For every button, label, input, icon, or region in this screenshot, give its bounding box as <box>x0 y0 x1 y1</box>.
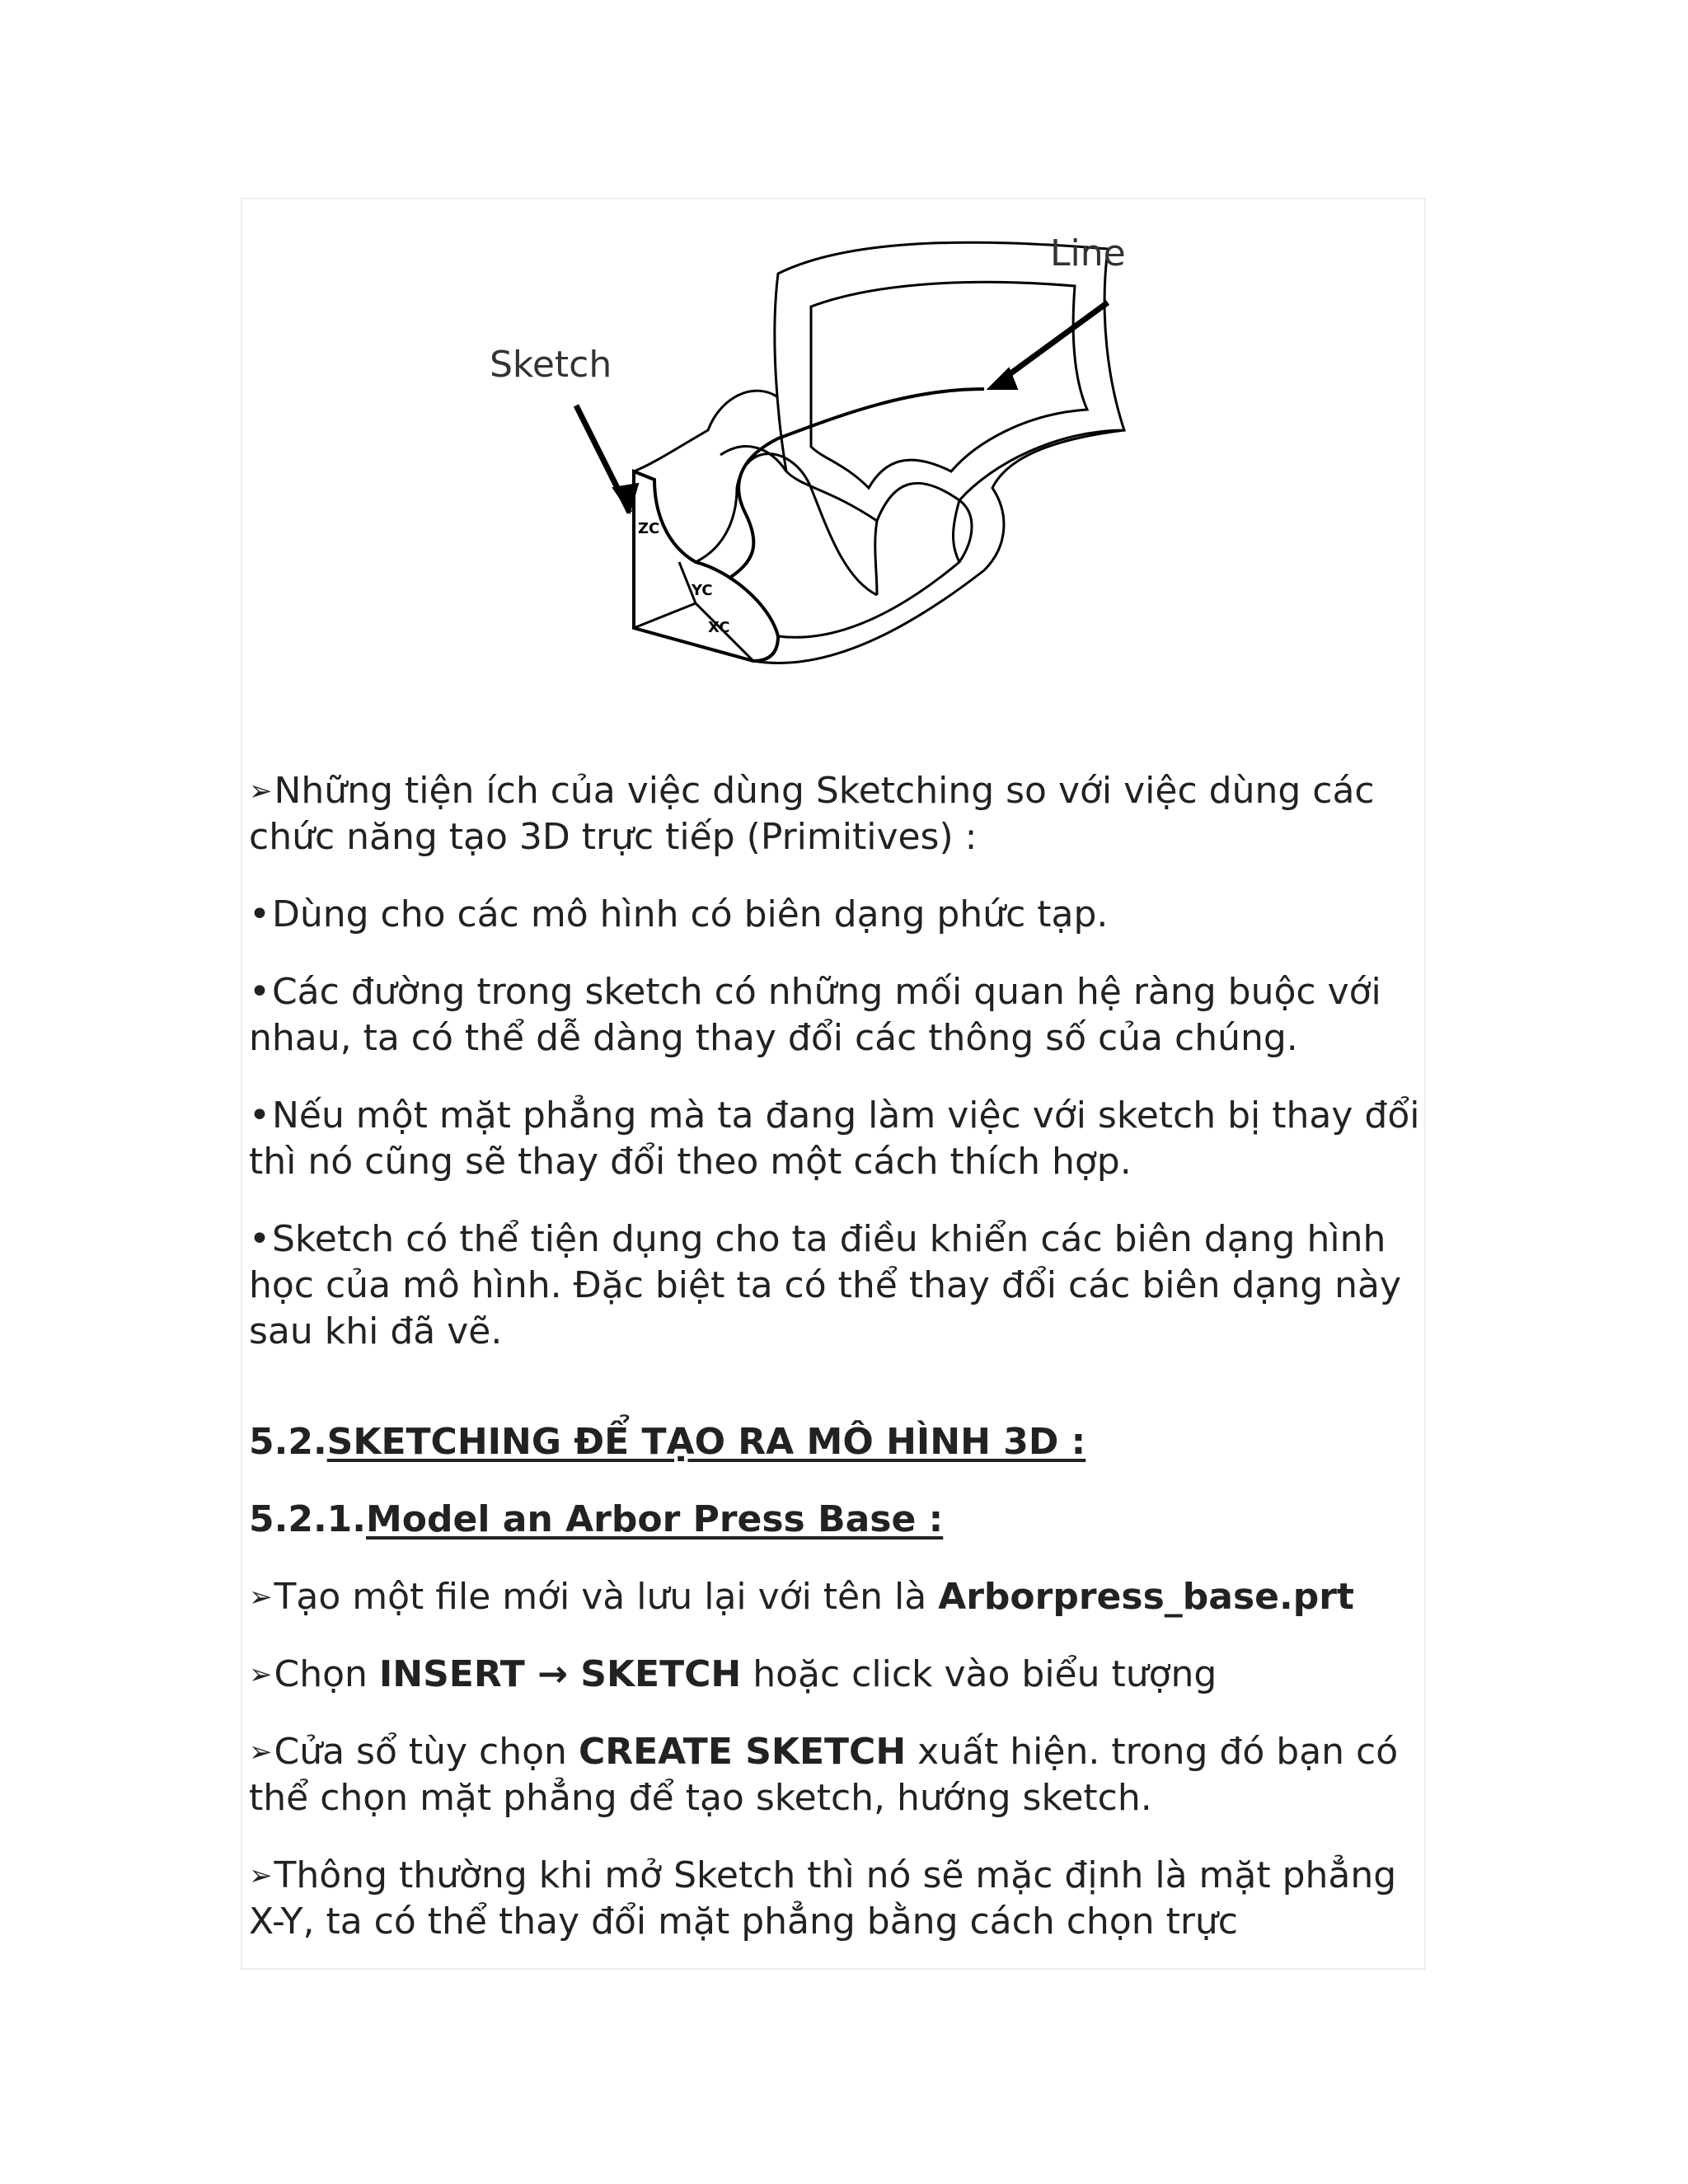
step2-pre: Chọn <box>274 1653 379 1695</box>
subsection-heading <box>249 1497 1423 1543</box>
arrowhead-bullet-icon: ➢ <box>249 1859 273 1892</box>
model-fillet-left <box>634 391 778 471</box>
step-item <box>249 1853 1423 1945</box>
step2-post: hoặc click vào biểu tượng <box>741 1653 1217 1695</box>
arrowhead-bullet-icon: ➢ <box>249 775 273 808</box>
bullet-dot-icon: • <box>249 1094 270 1137</box>
step-item <box>249 1729 1423 1821</box>
arrowhead-bullet-icon: ➢ <box>249 1658 273 1691</box>
step-item <box>249 1574 1423 1620</box>
bullet-dot-icon: • <box>249 1218 270 1260</box>
intro-paragraph <box>249 768 1423 860</box>
benefit-text: Dùng cho các mô hình có biên dạng phức tạp. <box>271 893 1109 935</box>
step4-text: Thông thường khi mở Sketch thì nó sẽ mặc định là mặt phẳng X-Y, ta có thể thay đổi mặt phẳng bằng cách chọn trực <box>249 1854 1397 1943</box>
section-title: SKETCHING ĐỂ TẠO RA MÔ HÌNH 3D : <box>326 1421 1086 1463</box>
step1-text: Tạo một file mới và lưu lại với tên là <box>274 1576 939 1618</box>
model-outline-inner <box>811 282 1087 488</box>
step3-pre: Cửa sổ tùy chọn <box>274 1731 579 1773</box>
figure-label-line: Line <box>1050 232 1126 274</box>
axis-label-xc: XC <box>708 619 730 636</box>
bullet-dot-icon: • <box>249 971 270 1013</box>
axis-label-zc: ZC <box>638 520 660 537</box>
sketch-model-figure <box>382 216 1289 727</box>
benefit-item <box>249 1216 1423 1355</box>
sketch-profile <box>634 471 778 661</box>
subsection-number: 5.2.1. <box>249 1498 366 1540</box>
line-arrow <box>1001 302 1108 381</box>
axis-label-yc: YC <box>692 582 713 599</box>
model-edge-2 <box>875 521 877 595</box>
benefit-item <box>249 892 1423 938</box>
subsection-title: Model an Arbor Press Base : <box>366 1498 944 1540</box>
section-heading <box>249 1419 1423 1465</box>
arrowhead-bullet-icon: ➢ <box>249 1736 273 1769</box>
section-number: 5.2. <box>249 1421 327 1463</box>
step3-dialog-name: CREATE SKETCH <box>578 1731 907 1773</box>
model-outline-top <box>775 242 1124 521</box>
benefit-text: Sketch có thể tiện dụng cho ta điều khiển các biên dạng hình học của mô hình. Đặc biệt ta có thể thay đổi các biên dạng này sau khi đã vẽ. <box>249 1218 1402 1352</box>
figure-label-sketch: Sketch <box>490 344 612 386</box>
step1-filename: Arborpress_base.prt <box>938 1576 1354 1618</box>
intro-text: Những tiện ích của việc dùng Sketching so với việc dùng các chức năng tạo 3D trực tiếp (Primitives) : <box>249 770 1375 858</box>
benefit-item <box>249 969 1423 1062</box>
step2-menu-path: INSERT → SKETCH <box>378 1653 742 1695</box>
bullet-dot-icon: • <box>249 893 270 935</box>
spacer <box>249 1386 1423 1419</box>
benefit-item <box>249 1093 1423 1185</box>
benefit-text: Nếu một mặt phẳng mà ta đang làm việc với sketch bị thay đổi thì nó cũng sẽ thay đổi theo một cách thích hợp. <box>249 1094 1420 1183</box>
step-item <box>249 1652 1423 1698</box>
guide-line <box>729 389 984 579</box>
benefit-text: Các đường trong sketch có những mối quan hệ ràng buộc với nhau, ta có thể dễ dàng thay đổi các thông số của chúng. <box>249 971 1381 1059</box>
model-edge <box>954 500 960 562</box>
document-frame <box>241 198 1426 1970</box>
document-body <box>249 768 1423 1970</box>
arrowhead-bullet-icon: ➢ <box>249 1581 273 1614</box>
step3-post: xuất hiện. trong đó bạn có thể chọn mặt phẳng để tạo sketch, hướng sketch. <box>249 1731 1399 1819</box>
